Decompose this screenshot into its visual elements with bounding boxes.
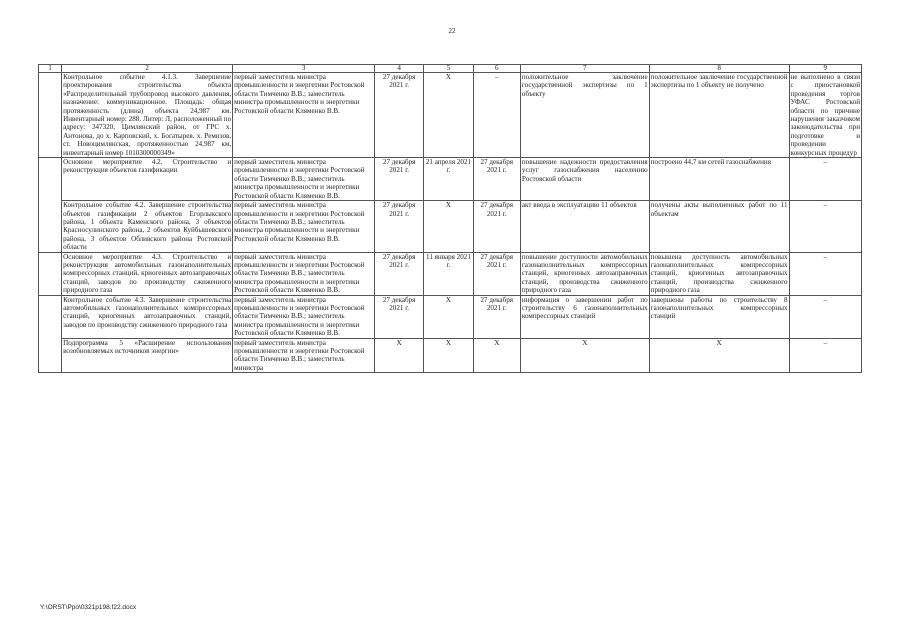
plan-date-cell: 27 декабря 2021 г. xyxy=(375,158,424,201)
planned-result-cell: акт ввода в эксплуатацию 11 объектов xyxy=(520,201,649,252)
col6-cell: – xyxy=(473,73,520,158)
plan-date-cell: 27 декабря 2021 г. xyxy=(375,295,424,338)
col6-cell: Х xyxy=(473,338,520,373)
fact-date-cell: Х xyxy=(424,73,473,158)
table-row xyxy=(39,73,862,158)
row-number-cell xyxy=(39,252,62,295)
fact-date-cell: Х xyxy=(424,338,473,373)
problems-cell: – xyxy=(789,158,861,201)
header-cell: 3 xyxy=(233,65,375,73)
header-cell: 8 xyxy=(649,65,789,73)
actual-result-cell: построено 44,7 км сетей газоснабжения xyxy=(649,158,789,201)
actual-result-cell: повышена доступность автомобильных газонаполнительных компрессорных станций, криогенных автозаправочных станций, производства сжиженного природного газа xyxy=(650,252,788,295)
row-number-cell xyxy=(39,73,62,158)
header-cell: 2 xyxy=(62,65,233,73)
plan-date-cell: 27 декабря 2021 г. xyxy=(375,201,424,252)
header-cell: 5 xyxy=(424,65,473,73)
event-cell: Основное мероприятие 4.2. Строительство и реконструкция объектов газификации xyxy=(62,158,233,201)
header-cell: 1 xyxy=(39,65,62,73)
problems-cell: – xyxy=(789,295,861,338)
col6-cell: 27 декабря 2021 г. xyxy=(473,295,520,338)
event-cell: Основное мероприятие 4.3. Строительство и реконструкция автомобильных газонаполнительных компрессорных станций, криогенных автозаправочных станций, заводов по производству сжиженного природного газа xyxy=(63,252,232,295)
fact-date-cell: Х xyxy=(424,295,473,338)
col6-cell: 27 декабря 2021 г. xyxy=(473,252,520,295)
col6-cell: 27 декабря 2021 г. xyxy=(473,201,520,252)
problems-cell: не выполнено в связи с приостановкой проведения торгов УФАС Ростовской области по причине нарушения заказчиком законодательства при подготовке и проведении конкурсных процедур xyxy=(790,73,860,157)
header-cell: 6 xyxy=(473,65,520,73)
actual-result-cell: положительное заключение государственной экспертизы по 1 объекту не получено xyxy=(649,73,789,158)
responsible-cell: первый заместитель министра промышленности и энергетики Ростовской области Тимченко В.В.; заместитель министра промышленности и энергетики Ростовской области Кляменко В.В. xyxy=(233,295,375,338)
planned-result-cell: Х xyxy=(520,338,649,373)
table-row xyxy=(39,295,862,338)
table-row xyxy=(39,158,862,201)
header-cell: 7 xyxy=(520,65,649,73)
plan-date-cell: Х xyxy=(375,338,424,373)
file-path-footer: Y:\ORST\Ppo\0321p198.f22.docx xyxy=(40,604,137,611)
header-cell: 4 xyxy=(375,65,424,73)
responsible-cell: первый заместитель министра промышленности и энергетики Ростовской области Тимченко В.В.; заместитель министра промышленности и энергетики Ростовской области Кляменко В.В. xyxy=(233,252,375,295)
col6-cell: 27 декабря 2021 г. xyxy=(473,158,520,201)
table-row xyxy=(39,201,862,252)
planned-result-cell: повышение доступности автомобильных газонаполнительных компрессорных станций, криогенных автозаправочных станций, производства сжиженного природного газа xyxy=(521,252,648,295)
planned-result-cell: информация о завершении работ по строительству 6 газонаполнительных компрессорных станций xyxy=(520,295,649,338)
event-cell: Контрольное событие 4.2. Завершение строительства объектов газификации 2 объектов Егорлыкского района, 1 объекта Каменского района, 3 объектов Красносулинского района, 2 объектов Куйбышевского района, 3 объектов Обливского района Ростовской области xyxy=(63,201,232,252)
problems-cell: – xyxy=(789,338,861,373)
header-cell: 9 xyxy=(789,65,861,73)
row-number-cell xyxy=(39,158,62,252)
problems-cell: – xyxy=(789,201,861,252)
header-row xyxy=(39,65,862,73)
problems-cell: – xyxy=(789,252,861,295)
table-row xyxy=(39,338,862,373)
responsible-cell: первый заместитель министра промышленности и энергетики Ростовской области Тимченко В.В.; заместитель министра промышленности и энергетики Ростовской области Кляменко В.В. xyxy=(233,73,375,158)
table-row xyxy=(39,252,862,295)
plan-date-cell: 27 декабря 2021 г. xyxy=(375,252,424,295)
actual-result-cell: завершены работы по строительству 8 газонаполнительных компрессорных станций xyxy=(649,295,789,338)
responsible-cell: первый заместитель министра промышленности и энергетики Ростовской области Тимченко В.В.; заместитель министра xyxy=(233,338,375,373)
row-number-cell xyxy=(39,295,62,373)
plan-date-cell: 27 декабря 2021 г. xyxy=(375,73,424,158)
event-cell: Контрольное событие 4.3. Завершение строительства автомобильных газонаполнительных компрессорных станций, криогенных автозаправочных станций, заводов по производству сжиженного природного газа xyxy=(62,295,233,338)
fact-date-cell: 21 апреля 2021 г. xyxy=(424,158,473,201)
fact-date-cell: Х xyxy=(424,201,473,252)
planned-result-cell: положительное заключение государственной экспертизы по 1 объекту xyxy=(520,73,649,158)
report-table xyxy=(38,64,862,373)
page-number: 22 xyxy=(448,27,456,35)
event-cell: Подпрограмма 5 «Расширение использования возобновляемых источников энергии» xyxy=(62,338,233,373)
actual-result-cell: Х xyxy=(649,338,789,373)
event-cell: Контрольное событие 4.1.3. Завершение проектирования строительства объекта «Распределительный трубопровод высокого давления, назначение: коммуникационное. Площадь: общая протяженность (длина) объекта 24,987 км. Инвентарный номер: 288. Литер: Л, расположенный по адресу: 347320, Цимлянский район, от ГРС х. Антонова, до х. Карповский, х. Богатырев. х. Ремизов, ст. Новоцимлянская, протяженностью 24,987 км, инвентарный номер 1010300000349» xyxy=(63,73,232,157)
responsible-cell: первый заместитель министра промышленности и энергетики Ростовской области Тимченко В.В.; заместитель министра промышленности и энергетики Ростовской области Кляменко В.В. xyxy=(233,201,375,252)
actual-result-cell: получены акты выполненных работ по 11 объектам xyxy=(649,201,789,252)
planned-result-cell: повышение надежности предоставления услуг газоснабжения населению Ростовской области xyxy=(520,158,649,201)
responsible-cell: первый заместитель министра промышленности и энергетики Ростовской области Тимченко В.В.; заместитель министра промышленности и энергетики Ростовской области Кляменко В.В. xyxy=(233,158,375,201)
fact-date-cell: 11 января 2021 г. xyxy=(424,252,473,295)
